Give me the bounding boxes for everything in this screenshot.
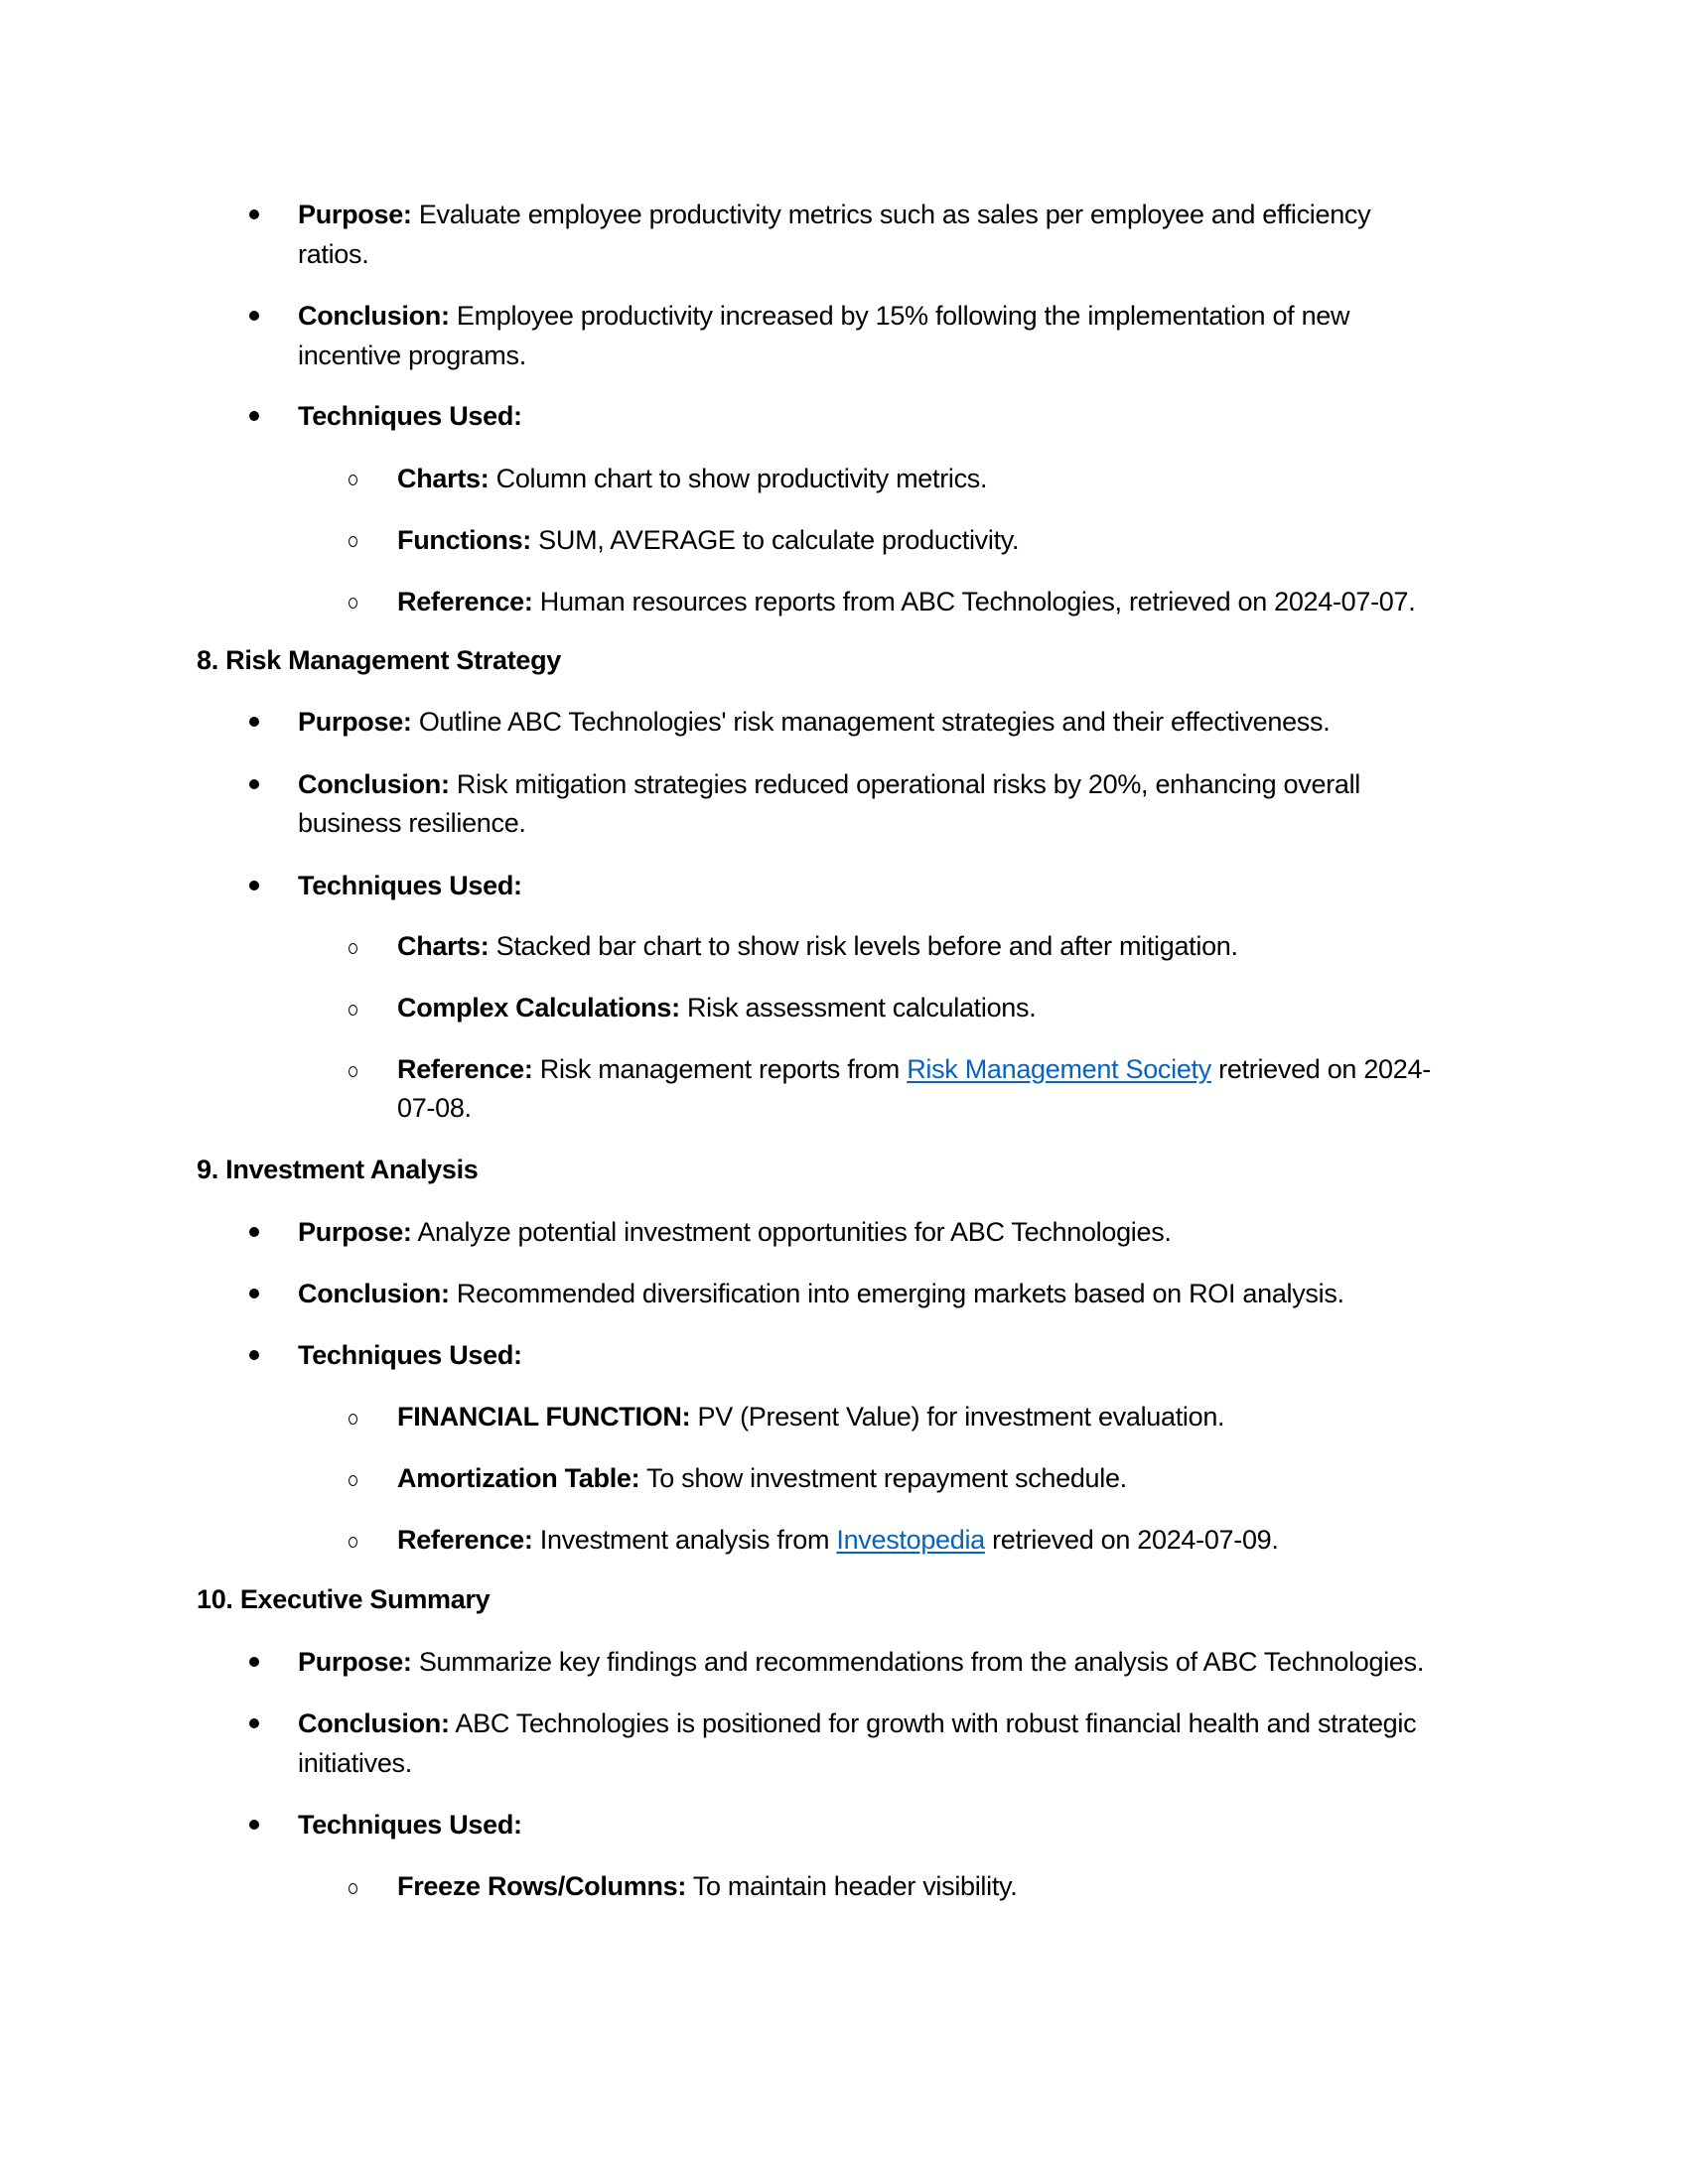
bullet-icon	[249, 1227, 259, 1237]
technique-item	[397, 523, 1019, 557]
technique-item	[397, 1869, 1017, 1903]
item-text: PV (Present Value) for investment evaluation.	[690, 1402, 1225, 1432]
item-label: Charts:	[397, 464, 490, 493]
circle-bullet-icon	[349, 1005, 357, 1016]
bullet-icon	[249, 209, 259, 219]
item-text: ABC Technologies is positioned for growth with robust financial health and strategic	[449, 1708, 1417, 1738]
item-text: retrieved on 2024-07-09.	[984, 1525, 1279, 1555]
item-label: Techniques Used:	[298, 1340, 522, 1370]
item-label: Techniques Used:	[298, 871, 522, 900]
circle-bullet-icon	[349, 1475, 357, 1486]
technique-item	[397, 1400, 1224, 1433]
item-label: Amortization Table:	[397, 1463, 640, 1493]
bullet-icon	[249, 311, 259, 321]
purpose-item	[298, 198, 1370, 231]
purpose-item	[298, 1215, 1172, 1249]
item-label: Reference:	[397, 587, 533, 616]
circle-bullet-icon	[349, 943, 357, 954]
bullet-icon	[249, 1820, 259, 1830]
item-label: Purpose:	[298, 707, 412, 737]
circle-bullet-icon	[349, 598, 357, 609]
techniques-label	[298, 869, 522, 902]
circle-bullet-icon	[349, 536, 357, 547]
investopedia-link[interactable]: Investopedia	[836, 1525, 985, 1555]
item-text: Outline ABC Technologies' risk management strategies and their effectiveness.	[411, 707, 1331, 737]
section-heading: 10. Executive Summary	[197, 1584, 491, 1614]
bullet-icon	[249, 1657, 259, 1667]
item-label: Conclusion:	[298, 1708, 450, 1738]
section-heading: 8. Risk Management Strategy	[197, 645, 562, 675]
item-label: Techniques Used:	[298, 1810, 522, 1840]
item-label: Techniques Used:	[298, 401, 522, 431]
item-text: To show investment repayment schedule.	[639, 1463, 1127, 1493]
item-label: Complex Calculations:	[397, 993, 680, 1023]
item-label: FINANCIAL FUNCTION:	[397, 1402, 691, 1432]
circle-bullet-icon	[349, 1883, 357, 1894]
item-text: To maintain header visibility.	[686, 1871, 1018, 1901]
item-label: Purpose:	[298, 200, 412, 229]
technique-item	[397, 1461, 1127, 1495]
technique-item	[397, 462, 987, 495]
bullet-icon	[249, 1718, 259, 1728]
technique-item-continued: 07-08.	[397, 1093, 472, 1123]
circle-bullet-icon	[349, 1537, 357, 1548]
item-text: Employee productivity increased by 15% following the implementation of new	[449, 301, 1350, 331]
bullet-icon	[249, 1289, 259, 1298]
item-label: Charts:	[397, 931, 490, 961]
item-text: Stacked bar chart to show risk levels before and after mitigation.	[489, 931, 1238, 961]
conclusion-item-continued: business resilience.	[298, 808, 526, 838]
technique-item	[397, 1052, 1431, 1086]
circle-bullet-icon	[349, 1066, 357, 1077]
item-label: Conclusion:	[298, 769, 450, 799]
item-label: Purpose:	[298, 1217, 412, 1247]
item-label: Reference:	[397, 1054, 533, 1084]
technique-item	[397, 1523, 1279, 1557]
purpose-item-continued: ratios.	[298, 239, 369, 269]
conclusion-item	[298, 767, 1360, 801]
item-text: Risk mitigation strategies reduced operational risks by 20%, enhancing overall	[449, 769, 1360, 799]
conclusion-item-continued: initiatives.	[298, 1748, 412, 1778]
technique-item	[397, 929, 1238, 963]
technique-item	[397, 585, 1415, 618]
conclusion-item	[298, 1277, 1344, 1310]
purpose-item	[298, 1645, 1424, 1679]
item-text: Human resources reports from ABC Technologies, retrieved on 2024-07-07.	[532, 587, 1416, 616]
item-label: Freeze Rows/Columns:	[397, 1871, 687, 1901]
item-label: Reference:	[397, 1525, 533, 1555]
conclusion-item	[298, 1706, 1416, 1740]
item-label: Functions:	[397, 525, 531, 555]
bullet-icon	[249, 717, 259, 727]
bullet-icon	[249, 779, 259, 789]
item-label: Conclusion:	[298, 1279, 450, 1308]
purpose-item	[298, 705, 1330, 739]
techniques-label	[298, 399, 522, 433]
conclusion-item	[298, 299, 1349, 333]
bullet-icon	[249, 1350, 259, 1360]
item-text: Risk assessment calculations.	[679, 993, 1037, 1023]
item-text: Analyze potential investment opportunities for ABC Technologies.	[411, 1217, 1172, 1247]
item-label: Conclusion:	[298, 301, 450, 331]
item-text: retrieved on 2024-	[1210, 1054, 1431, 1084]
bullet-icon	[249, 411, 259, 421]
conclusion-item-continued: incentive programs.	[298, 341, 526, 370]
circle-bullet-icon	[349, 1414, 357, 1425]
technique-item	[397, 991, 1036, 1024]
item-text: Column chart to show productivity metrics.	[489, 464, 988, 493]
item-text: Investment analysis from	[532, 1525, 837, 1555]
item-text: SUM, AVERAGE to calculate productivity.	[530, 525, 1020, 555]
item-text: Risk management reports from	[532, 1054, 908, 1084]
techniques-label	[298, 1808, 522, 1842]
risk-management-society-link[interactable]: Risk Management Society	[907, 1054, 1211, 1084]
techniques-label	[298, 1338, 522, 1372]
item-text: Recommended diversification into emerging markets based on ROI analysis.	[449, 1279, 1344, 1308]
section-heading: 9. Investment Analysis	[197, 1155, 479, 1184]
circle-bullet-icon	[349, 475, 357, 485]
item-label: Purpose:	[298, 1647, 412, 1677]
item-text: Evaluate employee productivity metrics such as sales per employee and efficiency	[411, 200, 1371, 229]
bullet-icon	[249, 881, 259, 890]
item-text: Summarize key findings and recommendations from the analysis of ABC Technologies.	[411, 1647, 1425, 1677]
